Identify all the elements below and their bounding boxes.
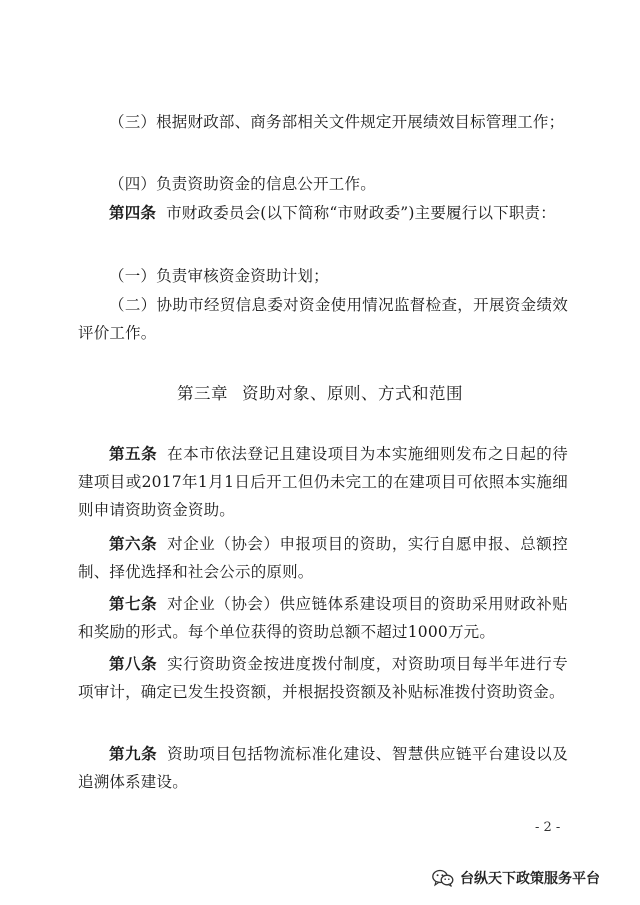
- article-five: [78, 440, 568, 524]
- article-text: 市财政委员会(以下简称“市财政委”)主要履行以下职责：: [166, 204, 556, 222]
- chapter-heading: [0, 380, 640, 404]
- paragraph-item-three: [78, 108, 568, 136]
- paragraph-text: （三）根据财政部、商务部相关文件规定开展绩效目标管理工作；: [109, 113, 565, 131]
- paragraph-item-one: [78, 262, 568, 290]
- paragraph-text: （一）负责审核资金资助计划；: [109, 267, 329, 285]
- article-label: 第七条: [109, 595, 158, 613]
- page-number: - 2 -: [535, 820, 561, 835]
- article-label: 第八条: [109, 655, 158, 673]
- article-text: 资助项目包括物流标准化建设、智慧供应链平台建设以及追溯体系建设。: [78, 745, 568, 791]
- article-label: 第四条: [109, 204, 157, 222]
- article-text: 对企业（协会）申报项目的资助，实行自愿申报、总额控制、择优选择和社会公示的原则。: [78, 535, 568, 581]
- article-four: [78, 199, 568, 227]
- paragraph-item-two: [78, 291, 568, 347]
- article-label: 第九条: [109, 745, 158, 763]
- article-nine: [78, 740, 568, 796]
- article-text: 对企业（协会）供应链体系建设项目的资助采用财政补贴和奖励的形式。每个单位获得的资助总额不超过1000万元。: [78, 595, 568, 641]
- article-eight: [78, 650, 568, 706]
- watermark: [432, 866, 600, 890]
- article-label: 第六条: [109, 535, 158, 553]
- paragraph-text: （二）协助市经贸信息委对资金使用情况监督检查，开展资金绩效评价工作。: [78, 296, 568, 342]
- paragraph-item-four: [78, 170, 568, 198]
- chapter-number: 第三章: [177, 384, 228, 403]
- paragraph-text: （四）负责资助资金的信息公开工作。: [109, 175, 376, 193]
- chapter-title: 资助对象、原则、方式和范围: [242, 384, 463, 403]
- article-label: 第五条: [109, 445, 158, 463]
- article-text: 实行资助资金按进度拨付制度，对资助项目每半年进行专项审计，确定已发生投资额，并根据投资额及补贴标准拨付资助资金。: [78, 655, 568, 701]
- article-six: [78, 530, 568, 586]
- article-seven: [78, 590, 568, 646]
- watermark-text: 台纵天下政策服务平台: [460, 871, 600, 887]
- wechat-icon: [432, 869, 454, 887]
- article-text: 在本市依法登记且建设项目为本实施细则发布之日起的待建项目或2017年1月1日后开工但仍未完工的在建项目可依照本实施细则申请资助资金资助。: [78, 445, 568, 519]
